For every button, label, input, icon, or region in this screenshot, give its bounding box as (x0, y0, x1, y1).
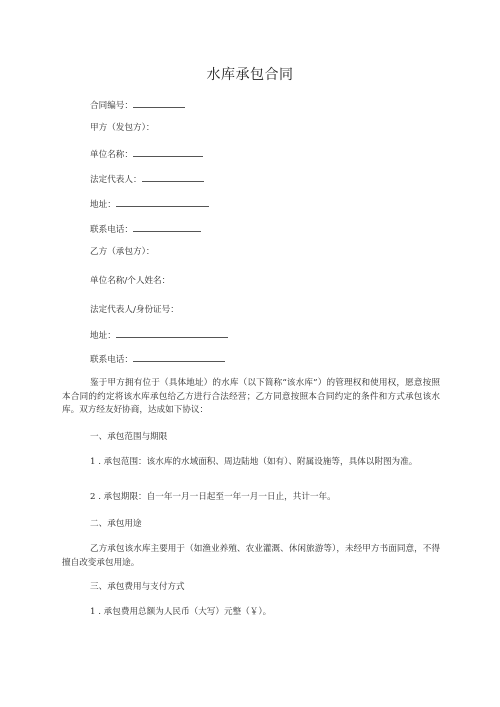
party-b-address-label: 地址： (90, 331, 116, 341)
section-2-body: 乙方承包该水库主要用于（如渔业养殖、农业灌溉、休闲旅游等），未经甲方书面同意，不得擅自改变承包用途。 (62, 544, 440, 568)
section-3-item-1: 1 . 承包费用总额为人民币（大写）元整（￥）。 (90, 607, 272, 617)
party-b-legal-rep-id-label: 法定代表人/身份证号： (90, 305, 179, 315)
section-1-item-2: 2 . 承包期限：自一年一月一日起至一年一月一日止，共计一年。 (90, 492, 336, 502)
party-b-phone-label: 联系电话： (90, 355, 133, 365)
party-a-address-label: 地址： (90, 200, 116, 210)
section-3-title: 三、承包费用与支付方式 (90, 582, 185, 592)
party-a-legal-rep-line (90, 172, 204, 186)
party-b-heading: 乙方（承包方）： (90, 247, 155, 257)
party-a-phone-label: 联系电话： (90, 225, 133, 235)
party-a-unit-line (90, 147, 203, 161)
contract-number-blank[interactable] (133, 98, 185, 108)
party-a-address-blank[interactable] (116, 197, 209, 207)
party-b-address-line (90, 328, 228, 342)
party-a-unit-blank[interactable] (133, 147, 203, 157)
party-b-phone-line (90, 352, 225, 366)
party-a-heading: 甲方（发包方）： (90, 123, 155, 133)
party-a-address-line (90, 197, 209, 211)
section-1-item-1: 1 . 承包范围：该水库的水域面积、周边陆地（如有）、附属设施等，具体以附图为准。 (90, 457, 418, 467)
party-b-unit-label: 单位名称/个人姓名： (90, 276, 171, 286)
party-a-legal-rep-label: 法定代表人： (90, 175, 142, 185)
party-a-unit-label: 单位名称： (90, 150, 133, 160)
section-2-title: 二、承包用途 (90, 519, 142, 529)
party-a-phone-line (90, 222, 201, 236)
party-b-phone-blank[interactable] (133, 352, 225, 362)
party-a-phone-blank[interactable] (133, 222, 201, 232)
document-title: 水库承包合同 (206, 67, 294, 83)
party-a-legal-rep-blank[interactable] (142, 172, 204, 182)
party-b-address-blank[interactable] (116, 328, 228, 338)
section-1-title: 一、承包范围与期限 (90, 432, 168, 442)
intro-paragraph: 鉴于甲方拥有位于（具体地址）的水库（以下简称“该水库”）的管理权和使用权，愿意按照本合同的约定将该水库承包给乙方进行合法经营；乙方同意按照本合同约定的条件和方式承包该水库。双方经友好协商，达成如下协议： (62, 378, 440, 415)
contract-number-label: 合同编号： (90, 101, 133, 111)
contract-number-line (90, 98, 185, 112)
